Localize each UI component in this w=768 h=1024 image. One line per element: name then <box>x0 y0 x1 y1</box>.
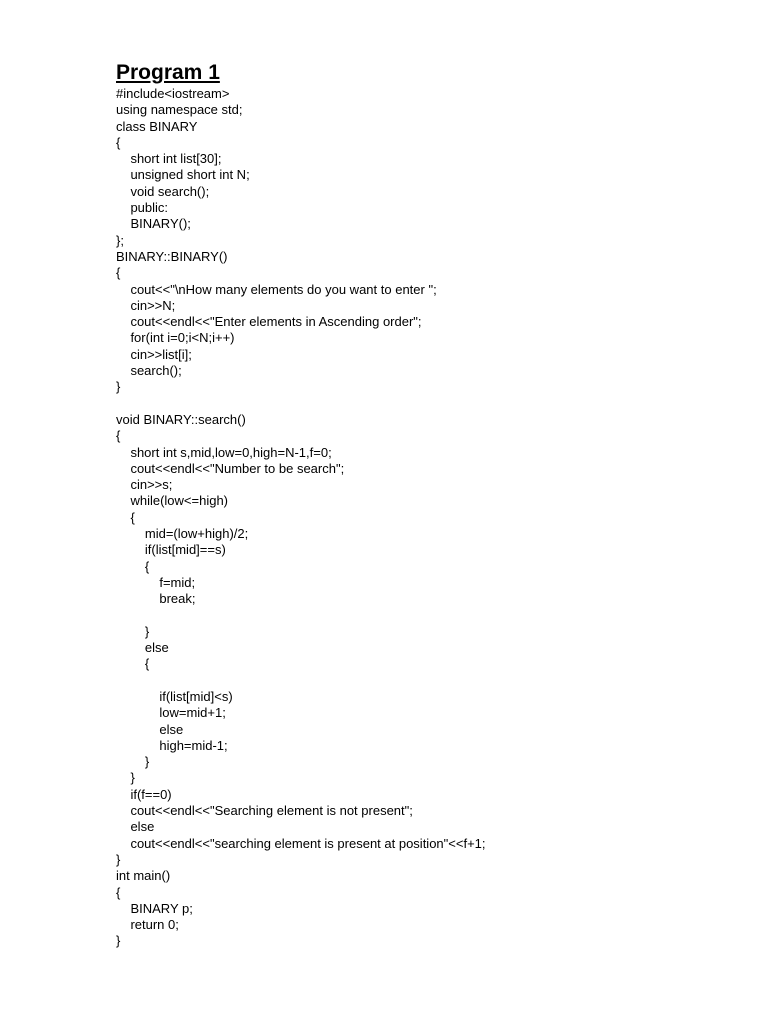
code-line: BINARY::BINARY() <box>116 248 228 264</box>
code-line: if(f==0) <box>116 786 172 802</box>
code-line: } <box>116 851 121 867</box>
code-line: return 0; <box>116 917 179 933</box>
code-line: cout<<endl<<"Searching element is not present"; <box>116 803 413 819</box>
code-line: } <box>116 933 121 949</box>
code-line: mid=(low+high)/2; <box>116 526 249 542</box>
code-line: { <box>116 509 135 525</box>
code-line: int main() <box>116 868 171 884</box>
code-line: for(int i=0;i<N;i++) <box>116 330 235 346</box>
code-line: else <box>116 721 184 737</box>
code-line: } <box>116 754 150 770</box>
code-line: high=mid-1; <box>116 737 228 753</box>
code-line: using namespace std; <box>116 102 243 118</box>
code-line: { <box>116 884 121 900</box>
code-line: break; <box>116 591 196 607</box>
code-line: #include<iostream> <box>116 86 230 101</box>
code-line: BINARY(); <box>116 216 191 232</box>
code-line: cout<<endl<<"searching element is present at position"<<f+1; <box>116 835 486 851</box>
code-line: void search(); <box>116 183 210 199</box>
code-line <box>116 673 486 689</box>
code-line: { <box>116 134 121 150</box>
code-line: public: <box>116 200 169 216</box>
code-line: } <box>116 770 135 786</box>
code-line: void BINARY::search() <box>116 411 246 427</box>
code-line <box>116 608 486 624</box>
code-line: cin>>N; <box>116 297 176 313</box>
code-line: while(low<=high) <box>116 493 228 509</box>
code-line: else <box>116 819 155 835</box>
code-line: cin>>list[i]; <box>116 346 192 362</box>
code-block <box>116 86 486 950</box>
code-line: BINARY p; <box>116 900 193 916</box>
code-line: cout<<endl<<"Number to be search"; <box>116 460 345 476</box>
code-line: { <box>116 265 121 281</box>
code-line: low=mid+1; <box>116 705 226 721</box>
code-line: cout<<"\nHow many elements do you want to enter "; <box>116 281 437 297</box>
code-line: if(list[mid]==s) <box>116 542 226 558</box>
code-line: { <box>116 428 121 444</box>
code-line: if(list[mid]<s) <box>116 688 233 704</box>
code-line: search(); <box>116 363 182 379</box>
code-line: cout<<endl<<"Enter elements in Ascending order"; <box>116 314 422 330</box>
code-line: } <box>116 623 150 639</box>
page-title: Program 1 <box>116 61 220 84</box>
code-line: { <box>116 656 150 672</box>
code-line: class BINARY <box>116 118 198 134</box>
code-line: } <box>116 379 121 395</box>
code-line: short int s,mid,low=0,high=N-1,f=0; <box>116 444 332 460</box>
code-line: short int list[30]; <box>116 151 222 167</box>
code-line: unsigned short int N; <box>116 167 250 183</box>
code-line: else <box>116 640 169 656</box>
code-line: cin>>s; <box>116 477 173 493</box>
code-line: }; <box>116 232 124 248</box>
code-line <box>116 396 486 412</box>
code-line: { <box>116 558 150 574</box>
code-line: f=mid; <box>116 574 196 590</box>
